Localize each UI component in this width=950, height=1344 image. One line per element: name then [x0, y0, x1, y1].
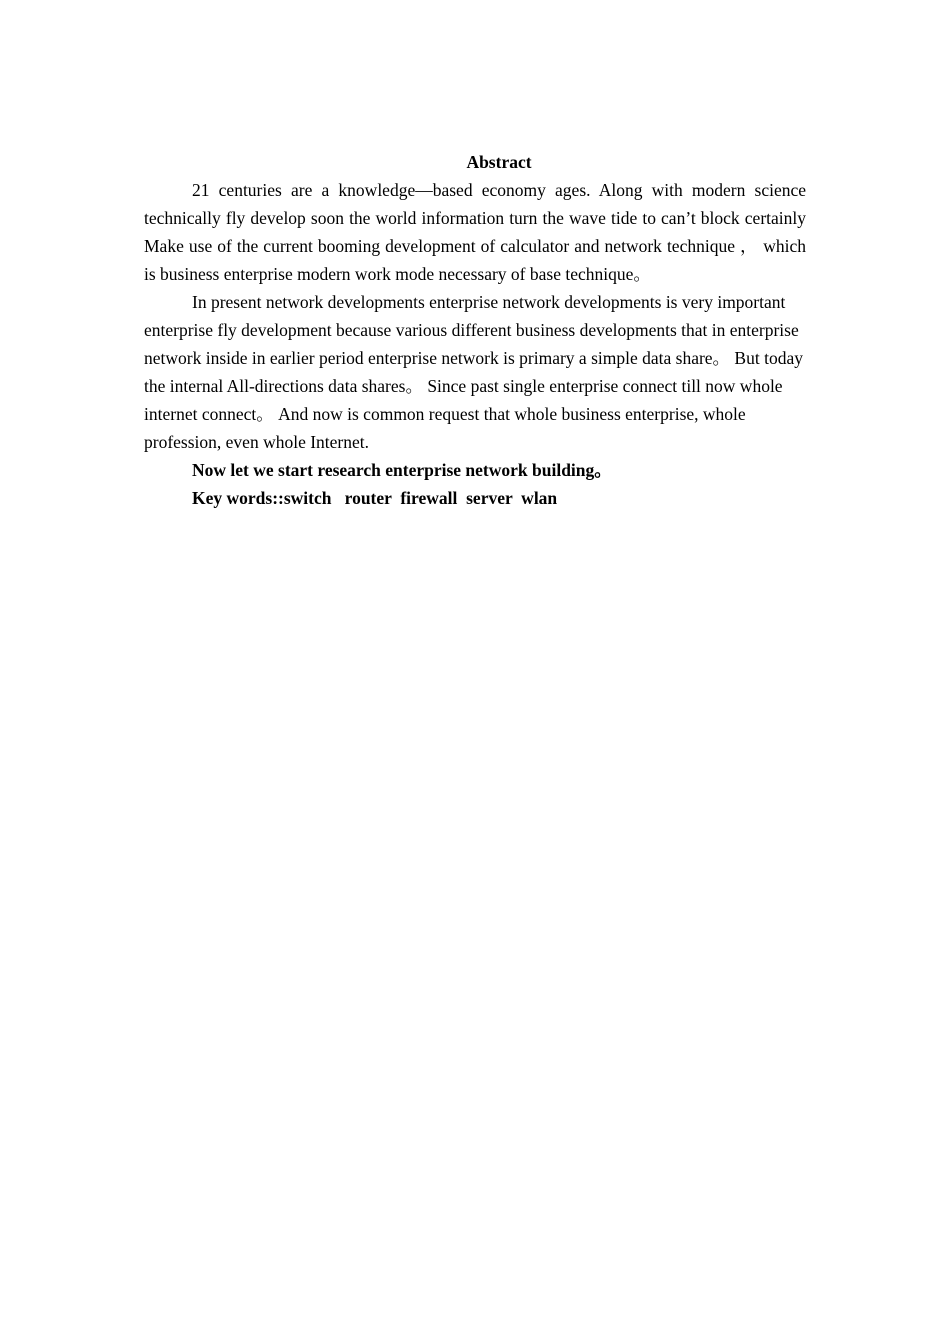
abstract-title: Abstract — [466, 152, 532, 172]
closing-line: Now let we start research enterprise network building。 — [192, 460, 612, 480]
abstract-paragraph-2: In present network developments enterprise network developments is very important enterprise fly development because various different business developments that in enterprise network inside in earlier period enterprise network is primary a simple data share。 But today the internal All-directions data shares。 Since past single enterprise connect till now whole internet connect。 And now is common request that whole business enterprise, whole profession, even whole Internet. — [144, 292, 803, 452]
abstract-section — [144, 148, 806, 512]
keywords-line: Key words::switch router firewall server wlan — [192, 488, 558, 508]
abstract-paragraph-1: 21 centuries are a knowledge—based economy ages. Along with modern science technically fly develop soon the world information turn the wave tide to can’t block certainly Make use of the current booming development of calculator and network technique ， which is business enterprise modern work mode necessary of base technique。 — [144, 180, 806, 284]
